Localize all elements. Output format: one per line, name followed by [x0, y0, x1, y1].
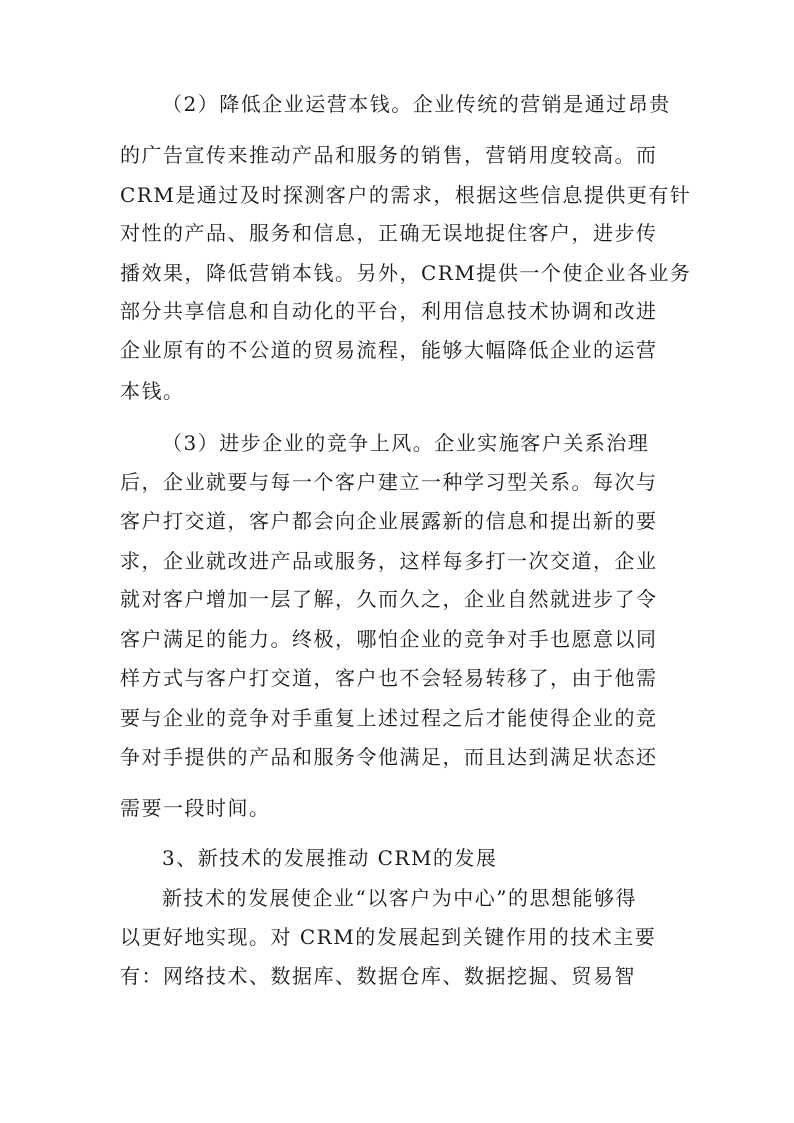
paragraph-line: 需要一段时间。: [120, 796, 271, 820]
paragraph-line: 部分共享信息和自动化的平台，利用信息技术协调和改进: [120, 299, 658, 323]
paragraph-line: 的广告宣传来推动产品和服务的销售，营销用度较高。而: [120, 143, 658, 167]
paragraph-line: 有：网络技术、数据库、数据仓库、数据挖掘、贸易智: [120, 964, 636, 988]
paragraph-line: CRM是通过及时探测客户的需求，根据这些信息提供更有针: [120, 183, 692, 207]
paragraph-line: 新技术的发展使企业“以客户为中心”的思想能够得: [162, 886, 637, 910]
paragraph-line: 本钱。: [120, 379, 185, 403]
paragraph-line: 要与企业的竞争对手重复上述过程之后才能使得企业的竞: [120, 706, 658, 730]
paragraph-line: 客户满足的能力。终极，哪怕企业的竞争对手也愿意以同: [120, 627, 658, 651]
paragraph-line: 播效果，降低营销本钱。另外，CRM提供一个使企业各业务: [120, 261, 692, 285]
paragraph-line: 对性的产品、服务和信息，正确无误地捉住客户，进步传: [120, 221, 658, 245]
paragraph-line: 就对客户增加一层了解，久而久之，企业自然就进步了令: [120, 587, 658, 611]
paragraph-line: 企业原有的不公道的贸易流程，能够大幅降低企业的运营: [120, 338, 658, 362]
paragraph-line: 以更好地实现。对 CRM的发展起到关键作用的技术主要: [120, 925, 657, 949]
paragraph-line: 后，企业就要与每一个客户建立一种学习型关系。每次与: [120, 470, 658, 494]
paragraph-line: 客户打交道，客户都会向企业展露新的信息和提出新的要: [120, 509, 658, 533]
paragraph-line: 求，企业就改进产品或服务，这样每多打一次交道，企业: [120, 549, 658, 573]
section-heading: 3、新技术的发展推动 CRM的发展: [162, 846, 498, 870]
paragraph-line: （3）进步企业的竞争上风。企业实施客户关系治理: [162, 431, 650, 455]
paragraph-line: （2）降低企业运营本钱。企业传统的营销是通过昂贵: [162, 92, 671, 116]
paragraph-line: 样方式与客户打交道，客户也不会轻易转移了，由于他需: [120, 666, 658, 690]
paragraph-line: 争对手提供的产品和服务令他满足，而且达到满足状态还: [120, 745, 658, 769]
